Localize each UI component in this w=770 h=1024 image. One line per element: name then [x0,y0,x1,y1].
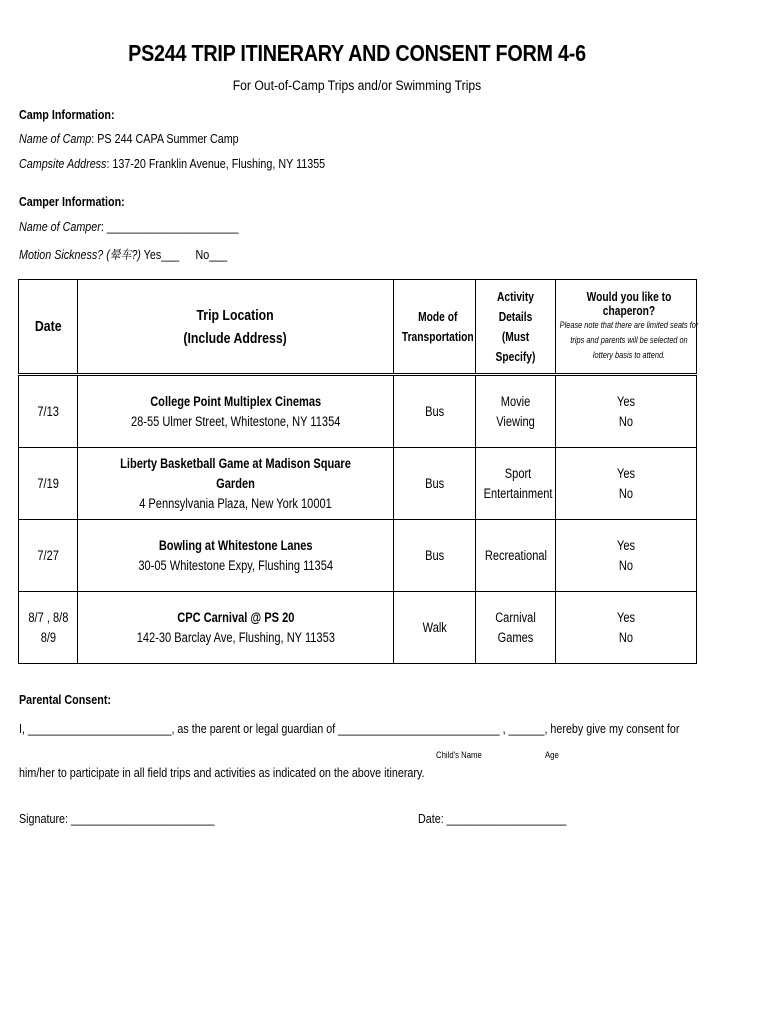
chaperon-title: Would you like to chaperon? [586,290,672,318]
consent-heading: Parental Consent: [19,693,111,707]
trip-chaperon [556,375,697,448]
header-activity: Activity Details (Must Specify) [476,280,556,375]
trip-location [78,375,394,448]
page-title: PS244 TRIP ITINERARY AND CONSENT FORM 4-6 [128,40,586,66]
trip-location-name: CPC Carnival @ PS 20 [176,609,295,625]
consent-line-1[interactable]: I, ________________________, as the parent or legal guardian of ___________________________ , ______, hereby give my consent for [19,722,680,736]
chaperon-no-option[interactable]: No [618,557,634,573]
chaperon-yes-option[interactable]: Yes [616,609,636,625]
trip-date: 8/7 , 8/8 8/9 [19,592,78,664]
camp-name-label: Name of Camp [19,132,92,146]
chaperon-note: Please note that there are limited seats for trips and parents will be selected on lottery basis to attend. [559,320,699,360]
camp-name-line [19,132,239,146]
trip-chaperon [556,448,697,520]
table-header-row [19,280,697,375]
trip-location [78,520,394,592]
camp-address-label: Campsite Address [19,157,107,171]
trip-location [78,448,394,520]
table-row [19,448,697,520]
trip-location [78,592,394,664]
trip-date: 7/27 [19,520,78,592]
trip-mode: Bus [394,375,476,448]
camper-info-heading: Camper Information: [19,195,125,209]
motion-sickness-line [19,245,227,263]
header-mode: Mode of Transportation [394,280,476,375]
header-location: Trip Location (Include Address) [78,280,394,375]
consent-line-2: him/her to participate in all field trips and activities as indicated on the above itinerary. [19,766,425,780]
trip-activity: Recreational [476,520,556,592]
trip-date: 7/13 [19,375,78,448]
trip-activity: Movie Viewing [476,375,556,448]
camp-info-heading: Camp Information: [19,108,115,122]
header-date: Date [19,280,78,375]
trip-mode: Bus [394,448,476,520]
trip-location-address: 142-30 Barclay Ave, Flushing, NY 11353 [136,629,335,645]
motion-yes-field[interactable]: Yes___ [143,248,180,262]
trip-location-name: Liberty Basketball Game at Madison Square Garden [120,455,351,491]
trip-location-name: Bowling at Whitestone Lanes [158,537,313,553]
camp-name-value: : PS 244 CAPA Summer Camp [91,132,239,146]
header-chaperon [556,280,697,375]
trip-itinerary-table [18,279,697,664]
table-row [19,592,697,664]
table-row [19,375,697,448]
chaperon-yes-option[interactable]: Yes [616,537,636,553]
trip-location-address: 30-05 Whitestone Expy, Flushing 11354 [138,557,333,573]
trip-chaperon [556,592,697,664]
trip-location-address: 28-55 Ulmer Street, Whitestone, NY 11354 [130,413,341,429]
age-label: Age [545,750,559,760]
child-name-label: Child's Name [436,750,482,760]
trip-location-address: 4 Pennsylvania Plaza, New York 10001 [139,495,332,511]
camper-name-line [19,220,238,234]
trip-mode: Bus [394,520,476,592]
table-row [19,520,697,592]
camp-address-value: : 137-20 Franklin Avenue, Flushing, NY 11355 [106,157,326,171]
chaperon-no-option[interactable]: No [618,485,634,501]
trip-location-name: College Point Multiplex Cinemas [149,393,321,409]
chaperon-yes-option[interactable]: Yes [616,465,636,481]
page-subtitle: For Out-of-Camp Trips and/or Swimming Trips [232,78,482,93]
chaperon-yes-option[interactable]: Yes [616,393,636,409]
camp-address-line [19,157,325,171]
chaperon-no-option[interactable]: No [618,629,634,645]
motion-no-field[interactable]: No___ [195,248,228,262]
trip-activity: Carnival Games [476,592,556,664]
camper-name-label: Name of Camper [19,220,101,234]
camper-name-field[interactable]: : ______________________ [100,220,239,234]
trip-mode: Walk [394,592,476,664]
motion-sickness-label: Motion Sickness? (晕车?) [19,248,141,262]
chaperon-no-option[interactable]: No [618,413,634,429]
trip-activity: Sport Entertainment [476,448,556,520]
trip-chaperon [556,520,697,592]
date-field[interactable]: Date: ____________________ [418,812,567,826]
trip-date: 7/19 [19,448,78,520]
signature-field[interactable]: Signature: ________________________ [19,812,215,826]
